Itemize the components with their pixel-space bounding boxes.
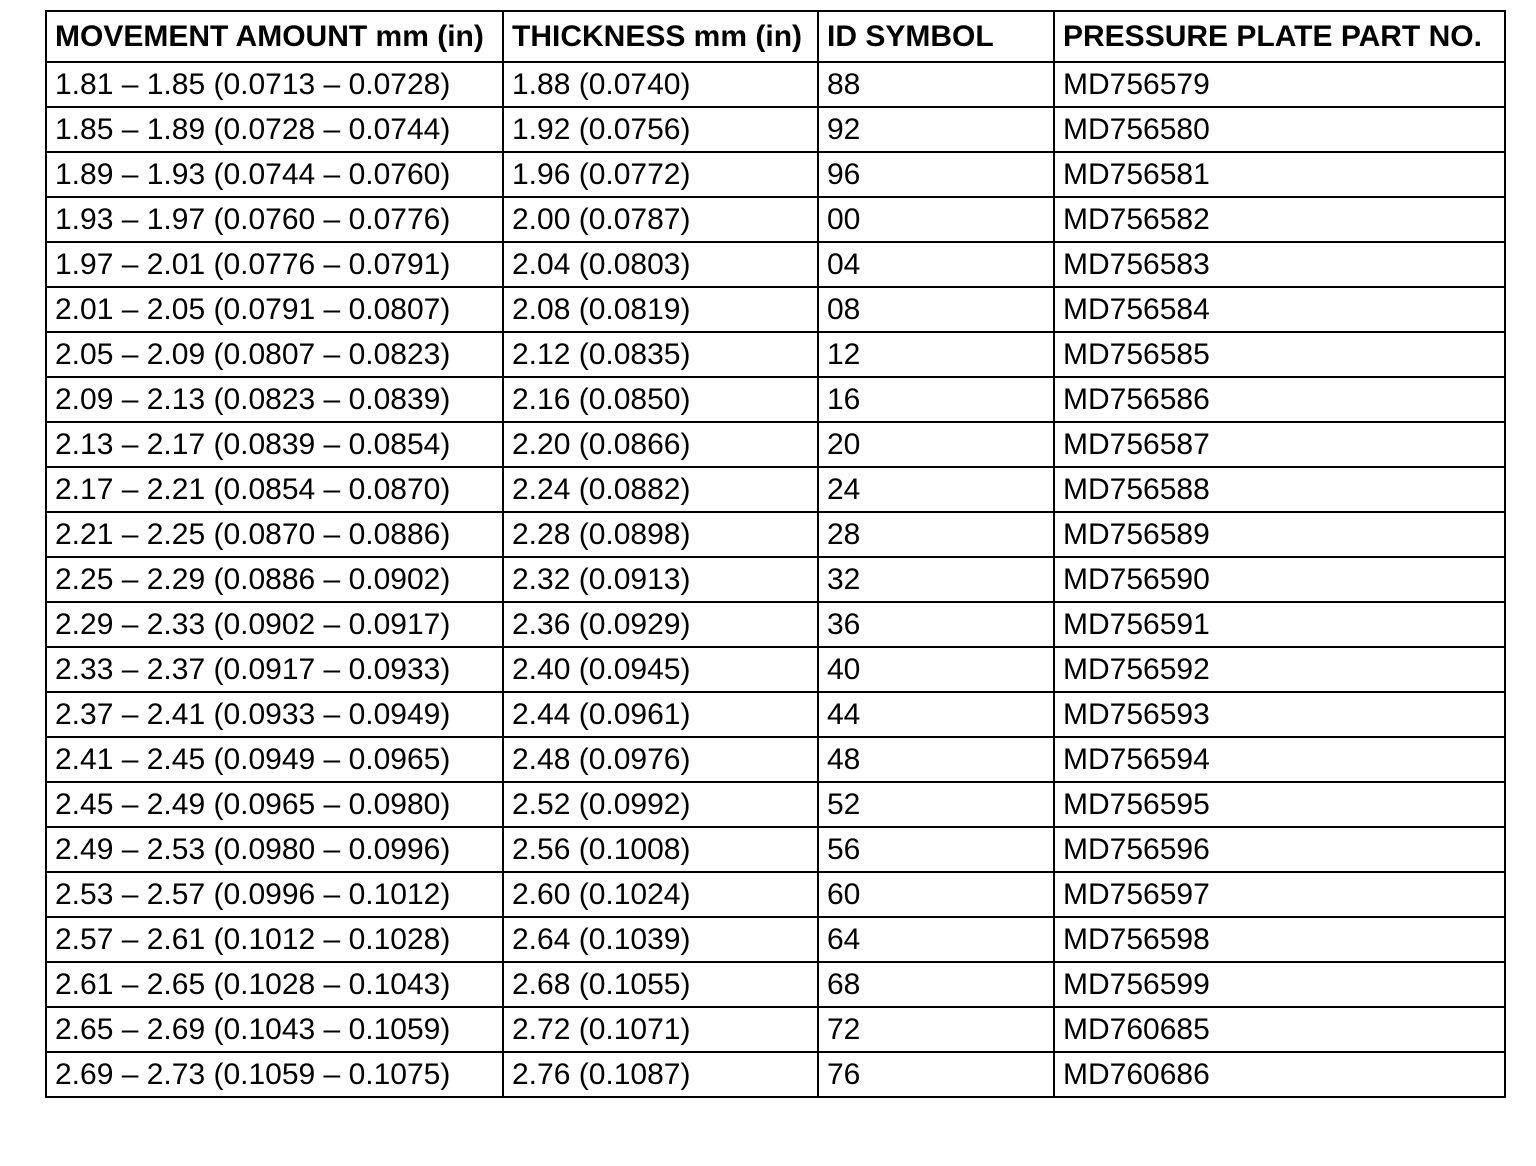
thickness-cell: 2.16 (0.0850): [503, 377, 818, 422]
part-number-cell: MD756590: [1054, 557, 1505, 602]
thickness-cell: 2.60 (0.1024): [503, 872, 818, 917]
part-number-cell: MD760685: [1054, 1007, 1505, 1052]
movement-amount-cell: 2.57 – 2.61 (0.1012 – 0.1028): [46, 917, 503, 962]
movement-amount-cell: 2.21 – 2.25 (0.0870 – 0.0886): [46, 512, 503, 557]
id-symbol-cell: 12: [818, 332, 1054, 377]
table-row: [46, 962, 1505, 1007]
id-symbol-cell: 32: [818, 557, 1054, 602]
table-row: [46, 602, 1505, 647]
part-number-cell: MD756583: [1054, 242, 1505, 287]
id-symbol-cell: 52: [818, 782, 1054, 827]
movement-amount-cell: 2.29 – 2.33 (0.0902 – 0.0917): [46, 602, 503, 647]
table-row: [46, 872, 1505, 917]
table-row: [46, 197, 1505, 242]
thickness-cell: 1.88 (0.0740): [503, 62, 818, 107]
thickness-cell: 2.20 (0.0866): [503, 422, 818, 467]
movement-amount-cell: 2.13 – 2.17 (0.0839 – 0.0854): [46, 422, 503, 467]
header-thickness: THICKNESS mm (in): [503, 11, 818, 62]
movement-amount-cell: 2.33 – 2.37 (0.0917 – 0.0933): [46, 647, 503, 692]
movement-amount-cell: 2.37 – 2.41 (0.0933 – 0.0949): [46, 692, 503, 737]
part-number-cell: MD760686: [1054, 1052, 1505, 1097]
movement-amount-cell: 2.41 – 2.45 (0.0949 – 0.0965): [46, 737, 503, 782]
table-row: [46, 242, 1505, 287]
pressure-plate-selection-table: [45, 10, 1506, 1098]
part-number-cell: MD756582: [1054, 197, 1505, 242]
part-number-cell: MD756586: [1054, 377, 1505, 422]
header-part-number: PRESSURE PLATE PART NO.: [1054, 11, 1505, 62]
part-number-cell: MD756593: [1054, 692, 1505, 737]
id-symbol-cell: 36: [818, 602, 1054, 647]
movement-amount-cell: 2.61 – 2.65 (0.1028 – 0.1043): [46, 962, 503, 1007]
id-symbol-cell: 24: [818, 467, 1054, 512]
thickness-cell: 2.12 (0.0835): [503, 332, 818, 377]
table-row: [46, 557, 1505, 602]
id-symbol-cell: 56: [818, 827, 1054, 872]
thickness-cell: 2.00 (0.0787): [503, 197, 818, 242]
movement-amount-cell: 2.69 – 2.73 (0.1059 – 0.1075): [46, 1052, 503, 1097]
id-symbol-cell: 40: [818, 647, 1054, 692]
id-symbol-cell: 92: [818, 107, 1054, 152]
movement-amount-cell: 2.45 – 2.49 (0.0965 – 0.0980): [46, 782, 503, 827]
thickness-cell: 2.52 (0.0992): [503, 782, 818, 827]
part-number-cell: MD756589: [1054, 512, 1505, 557]
movement-amount-cell: 2.25 – 2.29 (0.0886 – 0.0902): [46, 557, 503, 602]
table-row: [46, 422, 1505, 467]
part-number-cell: MD756591: [1054, 602, 1505, 647]
header-id-symbol: ID SYMBOL: [818, 11, 1054, 62]
id-symbol-cell: 08: [818, 287, 1054, 332]
id-symbol-cell: 60: [818, 872, 1054, 917]
thickness-cell: 2.04 (0.0803): [503, 242, 818, 287]
table-row: [46, 332, 1505, 377]
table-row: [46, 1007, 1505, 1052]
thickness-cell: 2.36 (0.0929): [503, 602, 818, 647]
id-symbol-cell: 04: [818, 242, 1054, 287]
thickness-cell: 1.96 (0.0772): [503, 152, 818, 197]
table-row: [46, 917, 1505, 962]
id-symbol-cell: 28: [818, 512, 1054, 557]
table-row: [46, 377, 1505, 422]
table-row: [46, 152, 1505, 197]
movement-amount-cell: 2.49 – 2.53 (0.0980 – 0.0996): [46, 827, 503, 872]
movement-amount-cell: 2.65 – 2.69 (0.1043 – 0.1059): [46, 1007, 503, 1052]
part-number-cell: MD756584: [1054, 287, 1505, 332]
id-symbol-cell: 88: [818, 62, 1054, 107]
thickness-cell: 2.72 (0.1071): [503, 1007, 818, 1052]
header-movement-amount: MOVEMENT AMOUNT mm (in): [46, 11, 503, 62]
movement-amount-cell: 1.85 – 1.89 (0.0728 – 0.0744): [46, 107, 503, 152]
id-symbol-cell: 64: [818, 917, 1054, 962]
table-row: [46, 512, 1505, 557]
table-row: [46, 692, 1505, 737]
thickness-cell: 1.92 (0.0756): [503, 107, 818, 152]
part-number-cell: MD756598: [1054, 917, 1505, 962]
thickness-cell: 2.28 (0.0898): [503, 512, 818, 557]
table-row: [46, 647, 1505, 692]
part-number-cell: MD756587: [1054, 422, 1505, 467]
id-symbol-cell: 96: [818, 152, 1054, 197]
table-row: [46, 782, 1505, 827]
movement-amount-cell: 2.17 – 2.21 (0.0854 – 0.0870): [46, 467, 503, 512]
part-number-cell: MD756579: [1054, 62, 1505, 107]
part-number-cell: MD756592: [1054, 647, 1505, 692]
thickness-cell: 2.24 (0.0882): [503, 467, 818, 512]
thickness-cell: 2.48 (0.0976): [503, 737, 818, 782]
movement-amount-cell: 2.09 – 2.13 (0.0823 – 0.0839): [46, 377, 503, 422]
table-row: [46, 827, 1505, 872]
part-number-cell: MD756580: [1054, 107, 1505, 152]
movement-amount-cell: 2.01 – 2.05 (0.0791 – 0.0807): [46, 287, 503, 332]
id-symbol-cell: 76: [818, 1052, 1054, 1097]
movement-amount-cell: 1.93 – 1.97 (0.0760 – 0.0776): [46, 197, 503, 242]
id-symbol-cell: 44: [818, 692, 1054, 737]
movement-amount-cell: 2.05 – 2.09 (0.0807 – 0.0823): [46, 332, 503, 377]
thickness-cell: 2.56 (0.1008): [503, 827, 818, 872]
table-row: [46, 467, 1505, 512]
movement-amount-cell: 1.81 – 1.85 (0.0713 – 0.0728): [46, 62, 503, 107]
movement-amount-cell: 1.97 – 2.01 (0.0776 – 0.0791): [46, 242, 503, 287]
table-row: [46, 62, 1505, 107]
table-row: [46, 107, 1505, 152]
part-number-cell: MD756596: [1054, 827, 1505, 872]
part-number-cell: MD756588: [1054, 467, 1505, 512]
movement-amount-cell: 1.89 – 1.93 (0.0744 – 0.0760): [46, 152, 503, 197]
thickness-cell: 2.08 (0.0819): [503, 287, 818, 332]
movement-amount-cell: 2.53 – 2.57 (0.0996 – 0.1012): [46, 872, 503, 917]
part-number-cell: MD756597: [1054, 872, 1505, 917]
table-row: [46, 1052, 1505, 1097]
id-symbol-cell: 48: [818, 737, 1054, 782]
thickness-cell: 2.44 (0.0961): [503, 692, 818, 737]
part-number-cell: MD756599: [1054, 962, 1505, 1007]
id-symbol-cell: 68: [818, 962, 1054, 1007]
id-symbol-cell: 72: [818, 1007, 1054, 1052]
table-row: [46, 287, 1505, 332]
thickness-cell: 2.68 (0.1055): [503, 962, 818, 1007]
part-number-cell: MD756585: [1054, 332, 1505, 377]
part-number-cell: MD756595: [1054, 782, 1505, 827]
id-symbol-cell: 20: [818, 422, 1054, 467]
thickness-cell: 2.40 (0.0945): [503, 647, 818, 692]
thickness-cell: 2.32 (0.0913): [503, 557, 818, 602]
table-row: [46, 737, 1505, 782]
thickness-cell: 2.76 (0.1087): [503, 1052, 818, 1097]
header-row: [46, 11, 1505, 62]
id-symbol-cell: 00: [818, 197, 1054, 242]
part-number-cell: MD756594: [1054, 737, 1505, 782]
part-number-cell: MD756581: [1054, 152, 1505, 197]
thickness-cell: 2.64 (0.1039): [503, 917, 818, 962]
id-symbol-cell: 16: [818, 377, 1054, 422]
